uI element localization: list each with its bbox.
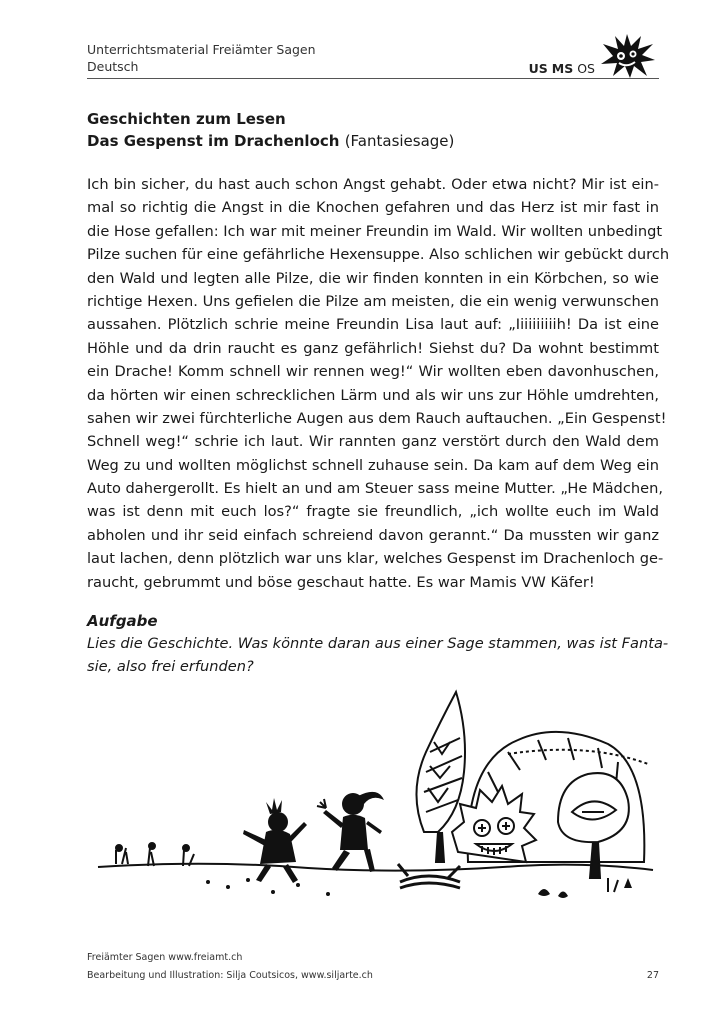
story-line: mal so richtig die Angst in die Knochen gefahren und das Herz ist mir fast in xyxy=(87,199,659,217)
level-ms: MS xyxy=(551,61,574,76)
story-line: da hörten wir einen schrecklichen Lärm und als wir uns zur Höhle umdrehten, xyxy=(87,386,659,404)
story-line: die Hose gefallen: Ich war mit meiner Freundin im Wald. Wir wollten unbedingt xyxy=(87,222,663,240)
story-line: Ich bin sicher, du hast auch schon Angst gehabt. Oder etwa nicht? Mir ist ein- xyxy=(87,176,659,193)
story-line: Höhle und da drin raucht es ganz gefährlich! Siehst du? Da wohnt bestimmt xyxy=(87,339,659,357)
header-divider xyxy=(87,78,659,79)
story-line: laut lachen, denn plötzlich war uns klar, welches Gespenst im Drachenloch ge- xyxy=(87,550,664,568)
story-text xyxy=(87,173,670,594)
story-line: was ist denn mit euch los?“ fragte sie freundlich, „ich wollte euch im Wald xyxy=(87,503,659,521)
task-block xyxy=(87,610,669,679)
dragon-splash-logo-icon xyxy=(597,32,657,80)
section-title: Geschichten zum Lesen xyxy=(87,110,286,128)
page-header xyxy=(87,28,659,84)
story-line: den Wald und legten alle Pilze, die wir finden konnten in ein Körbchen, so wie xyxy=(87,269,659,287)
story-genre: (Fantasiesage) xyxy=(344,132,455,150)
story-line: raucht, gebrummt und böse geschaut hatte. Es war Mamis VW Käfer! xyxy=(87,573,595,591)
children-fleeing-dragon-cave-illustration xyxy=(88,682,658,922)
title-block xyxy=(87,108,454,152)
story-line: sahen wir zwei fürchterliche Augen aus dem Rauch auftauchen. „Ein Gespenst! xyxy=(87,409,667,427)
header-subject: Deutsch xyxy=(87,59,139,74)
level-os: OS xyxy=(577,61,595,76)
footer-credits: Bearbeitung und Illustration: Silja Coutsicos, www.siljarte.ch xyxy=(87,970,373,981)
school-levels xyxy=(529,61,595,76)
story-line: Auto dahergerollt. Es hielt an und am Steuer sass meine Mutter. „He Mädchen, xyxy=(87,480,663,498)
header-material-title: Unterrichtsmaterial Freiämter Sagen xyxy=(87,42,316,57)
footer-source: Freiämter Sagen www.freiamt.ch xyxy=(87,952,243,963)
story-title-text: Das Gespenst im Drachenloch xyxy=(87,132,340,150)
story-line: richtige Hexen. Uns gefielen die Pilze am meisten, die ein wenig verwunschen xyxy=(87,292,659,310)
story-line: Pilze suchen für eine gefährliche Hexensuppe. Also schlichen wir gebückt durch xyxy=(87,246,670,264)
page-number: 27 xyxy=(646,970,659,981)
level-us: US xyxy=(528,61,548,76)
story-line: ein Drache! Komm schnell wir rennen weg!“ Wir wollten eben davonhuschen, xyxy=(87,363,659,381)
task-line: sie, also frei erfunden? xyxy=(87,658,254,676)
story-line: Weg zu und wollten möglichst schnell zuhause sein. Da kam auf dem Weg ein xyxy=(87,456,659,474)
task-line: Lies die Geschichte. Was könnte daran aus einer Sage stammen, was ist Fanta- xyxy=(87,635,669,652)
story-line: aussahen. Plötzlich schrie meine Freundin Lisa laut auf: „Iiiiiiiiiih! Da ist eine xyxy=(87,316,659,334)
story-title xyxy=(87,130,454,152)
story-line: Schnell weg!“ schrie ich laut. Wir rannten ganz verstört durch den Wald dem xyxy=(87,433,659,451)
story-line: abholen und ihr seid einfach schreiend davon gerannt.“ Da mussten wir ganz xyxy=(87,526,659,544)
task-heading: Aufgabe xyxy=(87,612,158,630)
